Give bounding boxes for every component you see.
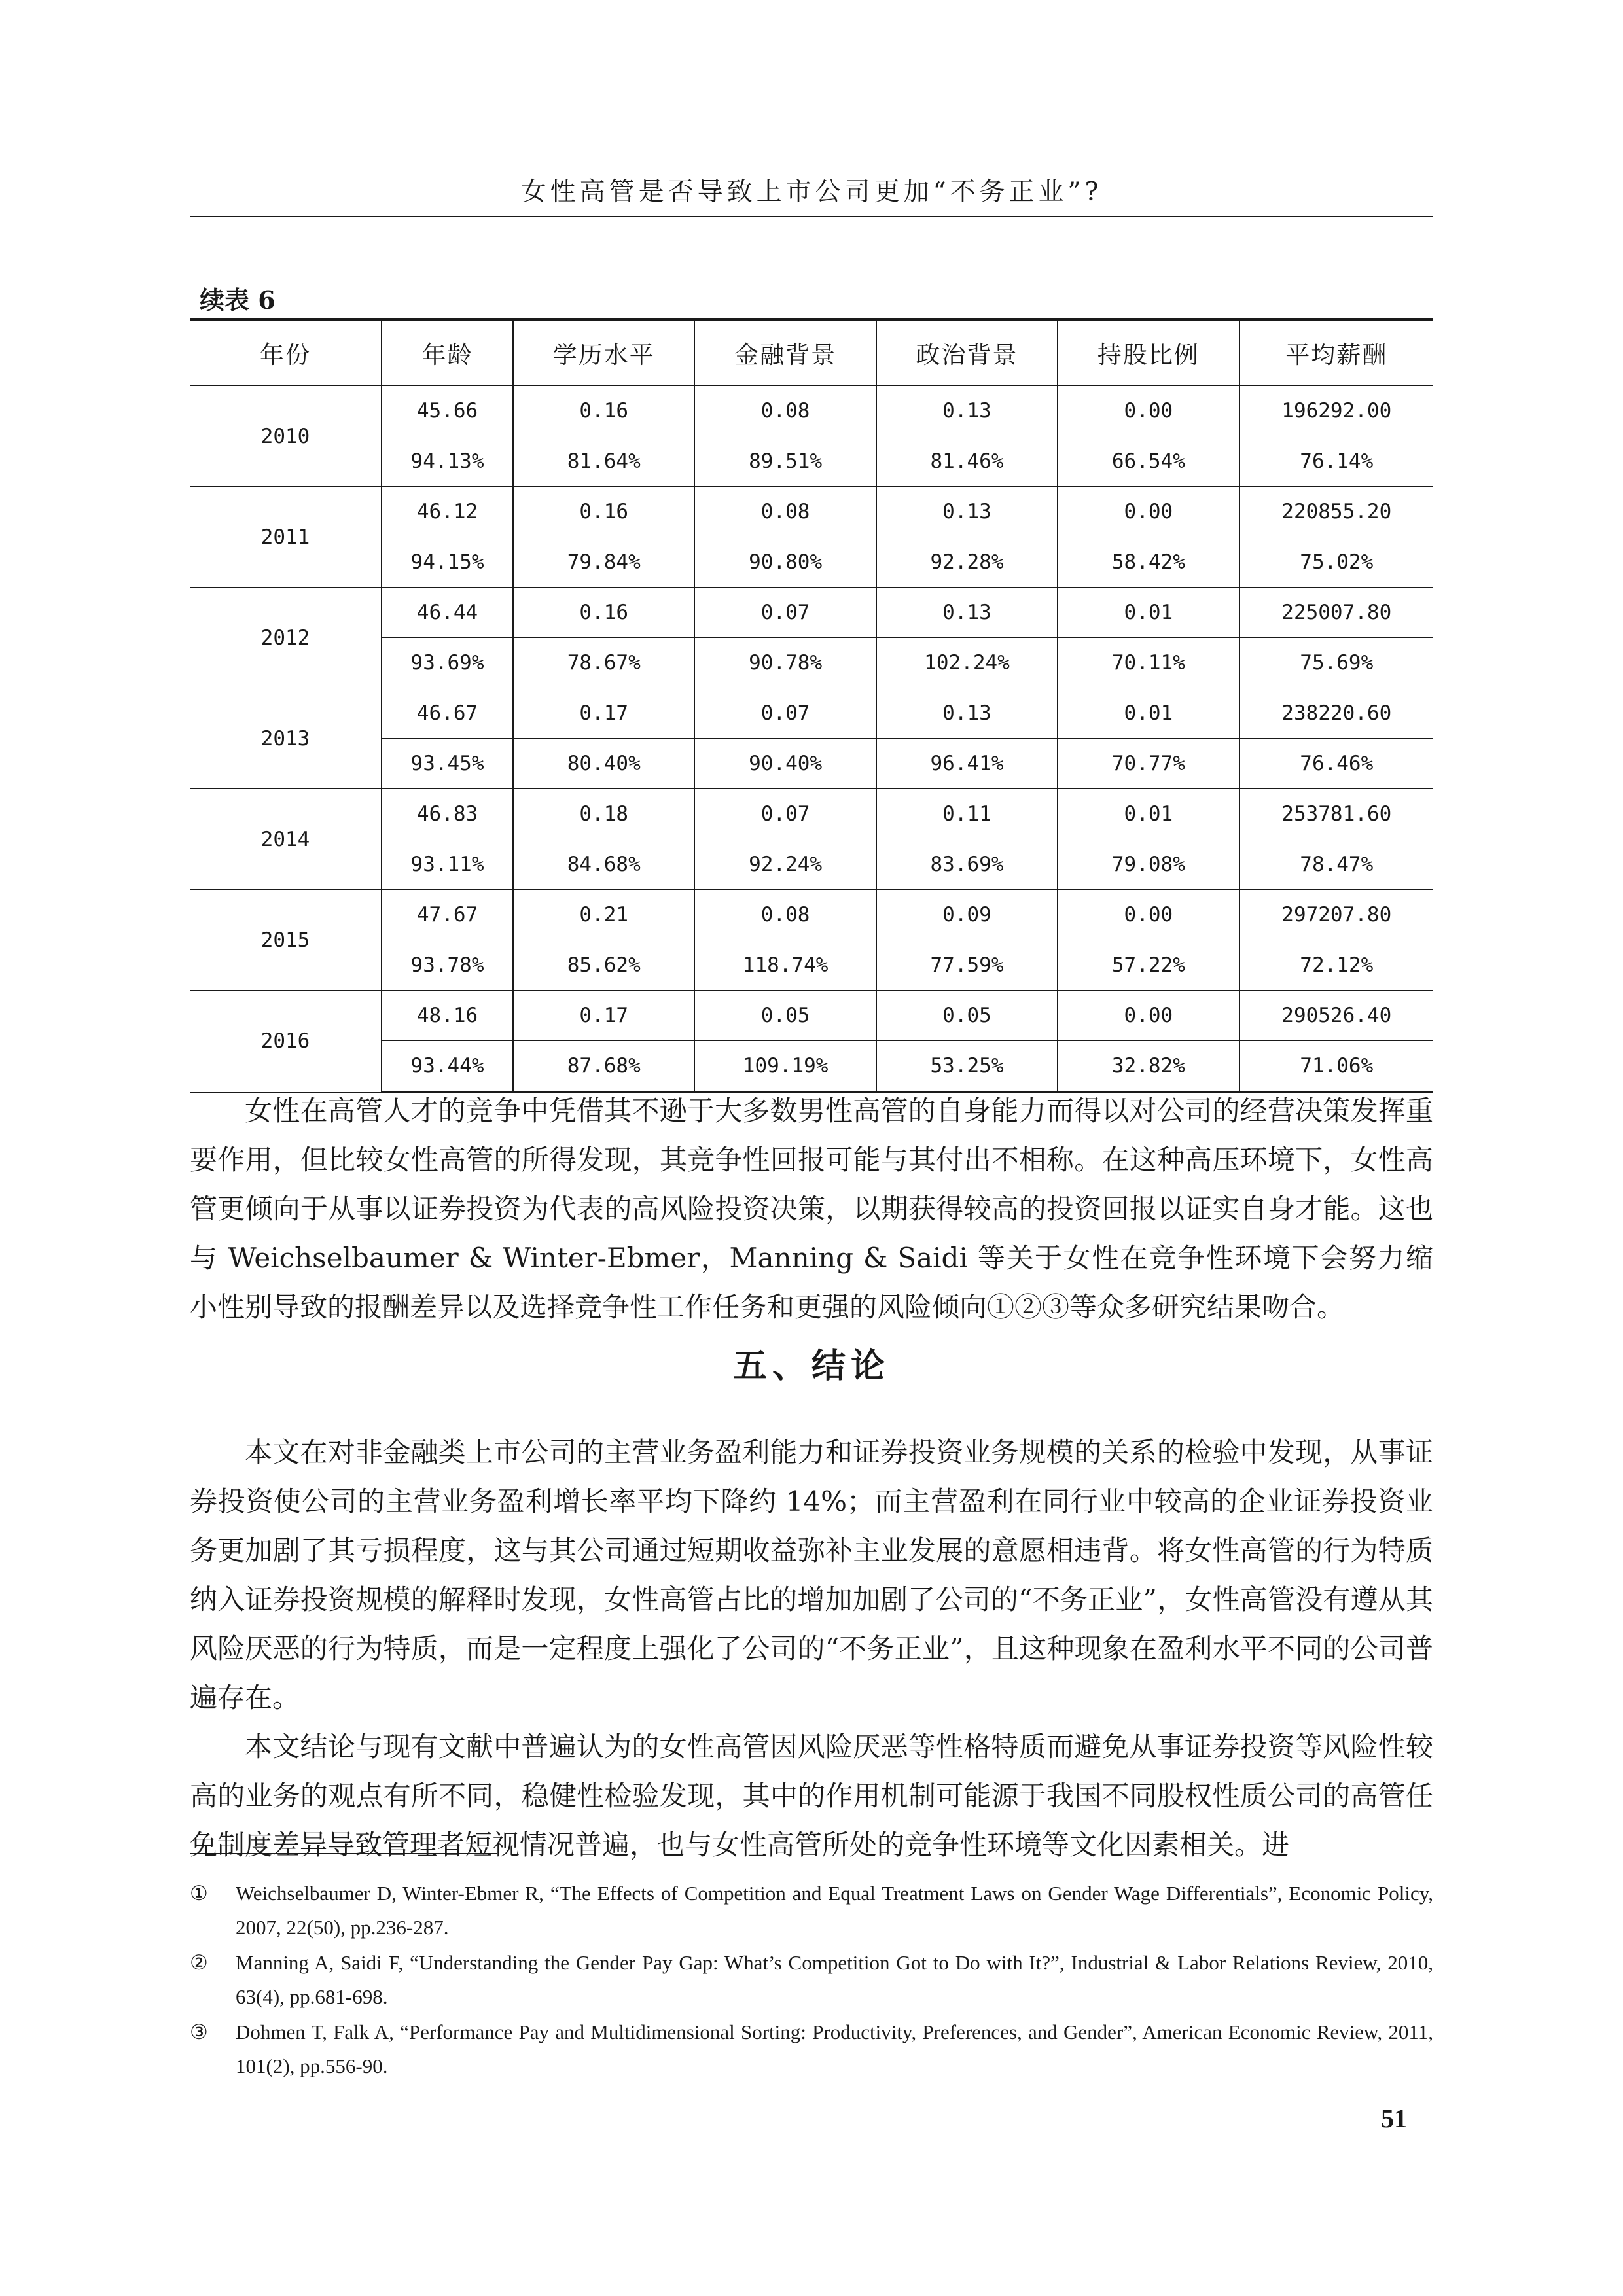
table-cell: 79.08% — [1058, 839, 1239, 890]
year-cell: 2016 — [190, 991, 382, 1093]
table-cell: 0.00 — [1058, 890, 1239, 940]
table-cell: 70.77% — [1058, 739, 1239, 789]
table-row — [190, 385, 1433, 436]
footnote-text: Dohmen T, Falk A, “Performance Pay and Multidimensional Sorting: Productivity, Preferences, and Gender”, American Economic Review, 2011, 101(2), pp.556-90. — [236, 2021, 1433, 2077]
table-cell: 0.00 — [1058, 991, 1239, 1041]
table-cell: 0.13 — [876, 487, 1058, 537]
table-cell: 72.12% — [1240, 940, 1433, 991]
table-cell: 0.08 — [694, 385, 876, 436]
table-body — [190, 385, 1433, 1092]
body-paragraph: 女性在高管人才的竞争中凭借其不逊于大多数男性高管的自身能力而得以对公司的经营决策发挥重要作用，但比较女性高管的所得发现，其竞争性回报可能与其付出不相称。在这种高压环境下，女性高管更倾向于从事以证券投资为代表的高风险投资决策，以期获得较高的投资回报以证实自身才能。这也与 Weichselbaumer & Winter-Ebmer，Manning & Saidi 等关于女性在竞争性环境下会努力缩小性别导致的报酬差异以及选择竞争性工作任务和更强的风险倾向①②③等众多研究结果吻合。 — [190, 1095, 1433, 1323]
table-cell: 75.02% — [1240, 537, 1433, 588]
table-row — [190, 991, 1433, 1041]
table-cell: 253781.60 — [1240, 789, 1433, 839]
table-cell: 46.12 — [382, 487, 513, 537]
body-section-conclusion — [190, 1428, 1433, 1869]
table-cell: 196292.00 — [1240, 385, 1433, 436]
footnotes — [190, 1877, 1433, 2085]
table-cell: 90.40% — [694, 739, 876, 789]
table-cell: 78.67% — [513, 638, 694, 688]
page-number: 51 — [1381, 2104, 1407, 2133]
footnote-text: Weichselbaumer D, Winter-Ebmer R, “The Effects of Competition and Equal Treatment Laws on Gender Wage Differentials”, Economic Policy, 2007, 22(50), pp.236-287. — [236, 1882, 1433, 1939]
table-header — [190, 319, 1433, 385]
table-row — [190, 688, 1433, 739]
column-header-political-background: 政治背景 — [876, 319, 1058, 385]
header-rule — [190, 216, 1433, 217]
column-header-average-pay: 平均薪酬 — [1240, 319, 1433, 385]
year-cell: 2015 — [190, 890, 382, 991]
table-cell: 0.07 — [694, 588, 876, 638]
table-cell: 93.44% — [382, 1041, 513, 1093]
table-cell: 0.21 — [513, 890, 694, 940]
table-cell: 0.16 — [513, 385, 694, 436]
table-cell: 0.08 — [694, 487, 876, 537]
footnote — [190, 1946, 1433, 2014]
table-cell: 96.41% — [876, 739, 1058, 789]
table-cell: 0.16 — [513, 588, 694, 638]
column-header-age: 年龄 — [382, 319, 513, 385]
table-cell: 0.01 — [1058, 789, 1239, 839]
body-paragraph: 本文在对非金融类上市公司的主营业务盈利能力和证券投资业务规模的关系的检验中发现，从事证券投资使公司的主营业务盈利增长率平均下降约 14%；而主营盈利在同行业中较高的企业证券投资业务更加剧了其亏损程度，这与其公司通过短期收益弥补主业发展的意愿相违背。将女性高管的行为特质纳入证券投资规模的解释时发现，女性高管占比的增加加剧了公司的“不务正业”，女性高管没有遵从其风险厌恶的行为特质，而是一定程度上强化了公司的“不务正业”，且这种现象在盈利水平不同的公司普遍存在。 — [190, 1436, 1433, 1714]
running-header: 女性高管是否导致上市公司更加“不务正业”? — [520, 177, 1103, 207]
table-row — [190, 588, 1433, 638]
table-cell: 0.07 — [694, 688, 876, 739]
table-cell: 46.44 — [382, 588, 513, 638]
table-cell: 76.46% — [1240, 739, 1433, 789]
body-section-discussion — [190, 1086, 1433, 1332]
table-cell: 81.46% — [876, 436, 1058, 487]
year-cell: 2011 — [190, 487, 382, 588]
table-cell: 71.06% — [1240, 1041, 1433, 1093]
column-header-year: 年份 — [190, 319, 382, 385]
table-cell: 90.78% — [694, 638, 876, 688]
table-cell: 32.82% — [1058, 1041, 1239, 1093]
year-cell: 2012 — [190, 588, 382, 688]
body-paragraph: 本文结论与现有文献中普遍认为的女性高管因风险厌恶等性格特质而避免从事证券投资等风险性较高的业务的观点有所不同，稳健性检验发现，其中的作用机制可能源于我国不同股权性质公司的高管任免制度差异导致管理者短视情况普遍，也与女性高管所处的竞争性环境等文化因素相关。进 — [190, 1731, 1433, 1861]
table-cell: 0.08 — [694, 890, 876, 940]
table-cell: 57.22% — [1058, 940, 1239, 991]
table-cell: 92.28% — [876, 537, 1058, 588]
table-cell: 85.62% — [513, 940, 694, 991]
section-title: 五、结论 — [732, 1346, 890, 1386]
data-table — [190, 318, 1433, 1093]
table-cell: 58.42% — [1058, 537, 1239, 588]
table-cell: 66.54% — [1058, 436, 1239, 487]
table-row — [190, 890, 1433, 940]
table-cell: 92.24% — [694, 839, 876, 890]
table-cell: 118.74% — [694, 940, 876, 991]
table-cell: 87.68% — [513, 1041, 694, 1093]
table-cell: 93.11% — [382, 839, 513, 890]
table-cell: 93.78% — [382, 940, 513, 991]
table-cell: 90.80% — [694, 537, 876, 588]
footnote-marker: ① — [190, 1882, 208, 1905]
table-cell: 0.05 — [694, 991, 876, 1041]
year-cell: 2010 — [190, 385, 382, 487]
table-cell: 225007.80 — [1240, 588, 1433, 638]
year-cell: 2013 — [190, 688, 382, 789]
table-cell: 80.40% — [513, 739, 694, 789]
table-cell: 0.13 — [876, 588, 1058, 638]
table-caption: 续表 6 — [200, 285, 276, 315]
table-row — [190, 487, 1433, 537]
table-cell: 83.69% — [876, 839, 1058, 890]
year-cell: 2014 — [190, 789, 382, 890]
table-cell: 0.09 — [876, 890, 1058, 940]
table-cell: 0.16 — [513, 487, 694, 537]
table-cell: 109.19% — [694, 1041, 876, 1093]
table-cell: 0.00 — [1058, 487, 1239, 537]
table-cell: 77.59% — [876, 940, 1058, 991]
table-cell: 76.14% — [1240, 436, 1433, 487]
table-cell: 93.45% — [382, 739, 513, 789]
table-row — [190, 789, 1433, 839]
footnote-text: Manning A, Saidi F, “Understanding the Gender Pay Gap: What’s Competition Got to Do with It?”, Industrial & Labor Relations Review, 2010, 63(4), pp.681-698. — [236, 1951, 1433, 2008]
table-cell: 46.83 — [382, 789, 513, 839]
table-cell: 290526.40 — [1240, 991, 1433, 1041]
table-cell: 0.01 — [1058, 688, 1239, 739]
table-cell: 0.01 — [1058, 588, 1239, 638]
table-cell: 70.11% — [1058, 638, 1239, 688]
table-cell: 0.00 — [1058, 385, 1239, 436]
table-cell: 0.17 — [513, 991, 694, 1041]
table-cell: 297207.80 — [1240, 890, 1433, 940]
footnote — [190, 1877, 1433, 1945]
table-cell: 94.13% — [382, 436, 513, 487]
table-header-row — [190, 319, 1433, 385]
column-header-education: 学历水平 — [513, 319, 694, 385]
table-cell: 81.64% — [513, 436, 694, 487]
table-cell: 75.69% — [1240, 638, 1433, 688]
table-cell: 238220.60 — [1240, 688, 1433, 739]
table-cell: 0.07 — [694, 789, 876, 839]
table-cell: 0.05 — [876, 991, 1058, 1041]
table-cell: 47.67 — [382, 890, 513, 940]
table-cell: 0.11 — [876, 789, 1058, 839]
table-cell: 48.16 — [382, 991, 513, 1041]
table-cell: 79.84% — [513, 537, 694, 588]
table-cell: 84.68% — [513, 839, 694, 890]
table-cell: 46.67 — [382, 688, 513, 739]
table-cell: 94.15% — [382, 537, 513, 588]
table-cell: 53.25% — [876, 1041, 1058, 1093]
table-cell: 0.18 — [513, 789, 694, 839]
column-header-finance-background: 金融背景 — [694, 319, 876, 385]
table-cell: 78.47% — [1240, 839, 1433, 890]
table-cell: 0.17 — [513, 688, 694, 739]
table-cell: 0.13 — [876, 385, 1058, 436]
footnote-marker: ② — [190, 1951, 208, 1974]
table-cell: 0.13 — [876, 688, 1058, 739]
table-cell: 45.66 — [382, 385, 513, 436]
footnote-rule — [190, 1853, 497, 1854]
footnote-marker: ③ — [190, 2021, 208, 2043]
table-cell: 89.51% — [694, 436, 876, 487]
table-cell: 93.69% — [382, 638, 513, 688]
table-cell: 220855.20 — [1240, 487, 1433, 537]
table-cell: 102.24% — [876, 638, 1058, 688]
column-header-shareholding: 持股比例 — [1058, 319, 1239, 385]
footnote — [190, 2015, 1433, 2083]
